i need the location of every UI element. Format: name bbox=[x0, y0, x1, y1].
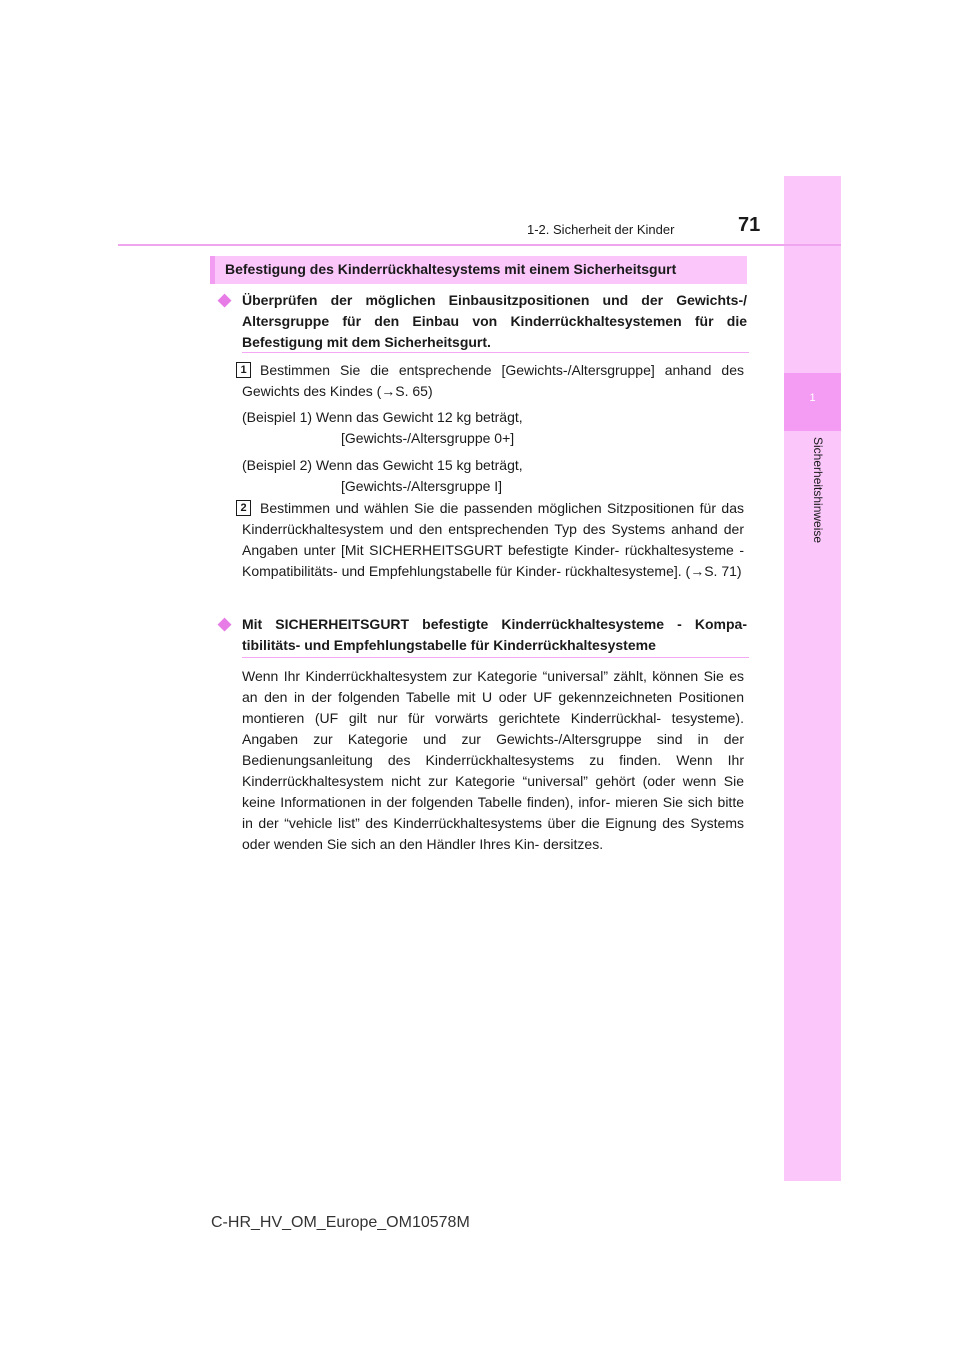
diamond-bullet-icon: ◆ bbox=[218, 614, 232, 633]
example-1-line-1: (Beispiel 1) Wenn das Gewicht 12 kg beträgt, bbox=[242, 409, 523, 425]
item-heading-2-underline bbox=[242, 657, 749, 658]
side-tab bbox=[784, 176, 841, 1181]
step-1-text: Bestimmen Sie die entsprechende [Gewichts-/Altersgruppe] anhand des Gewichts des Kindes (→S. 65) bbox=[242, 362, 744, 399]
example-1-line-2: [Gewichts-/Altersgruppe 0+] bbox=[341, 430, 515, 446]
item-heading-1-text: Überprüfen der möglichen Einbausitzpositionen und der Gewichts-/ Altersgruppe für den Einbau von Kinderrückhaltesystemen für die Befestigung mit dem Sicherheitsgurt. bbox=[242, 292, 747, 350]
section-title: 1-2. Sicherheit der Kinder bbox=[527, 222, 675, 237]
page-number: 71 bbox=[738, 214, 761, 236]
item-heading-1 bbox=[218, 290, 747, 353]
header-divider bbox=[118, 244, 841, 246]
example-2-line-1: (Beispiel 2) Wenn das Gewicht 15 kg beträgt, bbox=[242, 457, 523, 473]
item-heading-2 bbox=[218, 614, 747, 656]
item-heading-2-text: Mit SICHERHEITSGURT befestigte Kinderrückhaltesysteme - Kompa- tibilitäts- und Empfehlungstabelle für Kinderrückhaltesysteme bbox=[242, 616, 747, 653]
step-2-text: Bestimmen und wählen Sie die passenden möglichen Sitzpositionen für das Kinderrückhaltesystem und den entsprechenden Typ des Systems anhand der Angaben unter [Mit SICHERHEITSGURT befestigte Kinder- rückhaltesysteme - Kompatibilitäts- und Empfehlungstabelle für Kinder- rückhaltesysteme]. (→S. 71) bbox=[242, 500, 744, 579]
item-2-body: Wenn Ihr Kinderrückhaltesystem zur Kategorie “universal” zählt, können Sie es an den in der folgenden Tabelle mit U oder UF gekennzeichneten Positionen montieren (UF gilt nur für vorwärts gerichtete Kinderrückhal- tesysteme). Angaben zur Kategorie und zur Gewichts-/Altersgruppe sind in der Bedienungsanleitung des Kinderrückhaltesystems zu finden. Wenn Ihr Kinderrückhaltesystem nicht zur Kategorie “universal” gehört (oder wenn Sie keine Informationen in der folgenden Tabelle finden), infor- mieren Sie sich bitte in der “vehicle list” des Kinderrückhaltesystems über die Eignung des Systems oder wenden Sie sich an den Händler Ihres Kin- dersitzes. bbox=[242, 668, 744, 852]
chapter-label: Sicherheitshinweise bbox=[811, 437, 825, 544]
diamond-bullet-icon: ◆ bbox=[218, 290, 232, 309]
item-heading-1-underline bbox=[242, 352, 749, 353]
step-number-2: 2 bbox=[236, 500, 251, 516]
step-number-1: 1 bbox=[236, 362, 251, 378]
box-heading: Befestigung des Kinderrückhaltesystems mit einem Sicherheitsgurt bbox=[210, 256, 747, 284]
example-2-line-2: [Gewichts-/Altersgruppe I] bbox=[341, 478, 503, 494]
chapter-number: 1 bbox=[809, 392, 816, 404]
document-code-footer: C-HR_HV_OM_Europe_OM10578M bbox=[211, 1214, 470, 1231]
